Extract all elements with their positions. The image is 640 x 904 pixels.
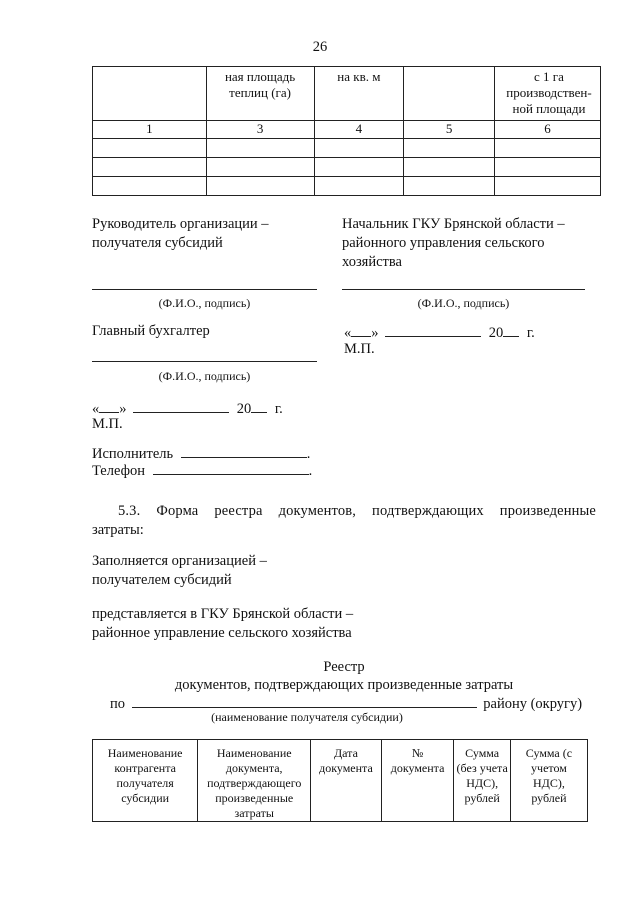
top-table-number-row: [93, 121, 601, 139]
top-table-header-cell: ная площадь теплиц (га): [206, 67, 314, 121]
registry-header-row: [93, 740, 588, 822]
manager-title: Руководитель организации – получателя субсидий: [92, 216, 269, 251]
top-table-empty-row: [93, 139, 601, 158]
top-table-empty-row: [93, 158, 601, 177]
registry-subtitle: документов, подтверждающих произведенные затраты: [174, 677, 514, 693]
recipient-caption: (наименование получателя субсидии): [211, 710, 403, 724]
accountant-fio-caption: (Ф.И.О., подпись): [158, 369, 251, 383]
district-date: « » 20 г.: [344, 322, 535, 343]
top-table-header-cell: [93, 67, 207, 121]
top-table-number-cell: 5: [404, 121, 495, 139]
top-table-number-cell: 1: [93, 121, 207, 139]
registry-column-header: Дата документа: [311, 740, 382, 822]
top-table-empty-row: [93, 177, 601, 196]
manager-signature-line: [92, 289, 317, 290]
district-stamp-place: М.П.: [344, 341, 375, 357]
organization-stamp-place: М.П.: [92, 416, 123, 432]
district-head-fio-caption: (Ф.И.О., подпись): [417, 296, 510, 310]
registry-table: [92, 739, 588, 822]
top-table-number-cell: 3: [206, 121, 314, 139]
registry-column-header: Наименование документа, подтверждающего произведенные затраты: [198, 740, 311, 822]
organization-date: « » 20 г.: [92, 398, 283, 419]
district-head-title: Начальник ГКУ Брянской области – районного управления сельского хозяйства: [342, 216, 565, 270]
filled-by-note: Заполняется организацией – получателем субсидий: [92, 553, 267, 588]
accountant-signature-line: [92, 361, 317, 362]
top-table-header-cell: на кв. м: [314, 67, 404, 121]
top-table: [92, 66, 601, 196]
section-heading: 5.3. Форма реестра документов, подтверждающих произведенные затраты:: [92, 503, 596, 538]
top-table-header-cell: [404, 67, 495, 121]
district-head-signature-line: [342, 289, 585, 290]
registry-column-header: Сумма (без учета НДС), рублей: [454, 740, 510, 822]
top-table-number-cell: 6: [494, 121, 600, 139]
executor-field: Исполнитель .: [92, 443, 310, 464]
chief-accountant-title: Главный бухгалтер: [92, 323, 210, 339]
registry-title: Реестр: [323, 659, 365, 675]
top-table-header-row: [93, 67, 601, 121]
page-number: 26: [312, 39, 328, 55]
top-table-header-cell: с 1 га производствен-ной площади: [494, 67, 600, 121]
registry-district-line: по району (округу): [110, 693, 582, 714]
registry-column-header: № документа: [381, 740, 454, 822]
phone-field: Телефон .: [92, 460, 312, 481]
top-table-number-cell: 4: [314, 121, 404, 139]
registry-column-header: Наименование контрагента получателя субсидии: [93, 740, 198, 822]
submitted-to-note: представляется в ГКУ Брянской области – районное управление сельского хозяйства: [92, 606, 354, 641]
manager-fio-caption: (Ф.И.О., подпись): [158, 296, 251, 310]
registry-column-header: Сумма (с учетом НДС), рублей: [510, 740, 587, 822]
